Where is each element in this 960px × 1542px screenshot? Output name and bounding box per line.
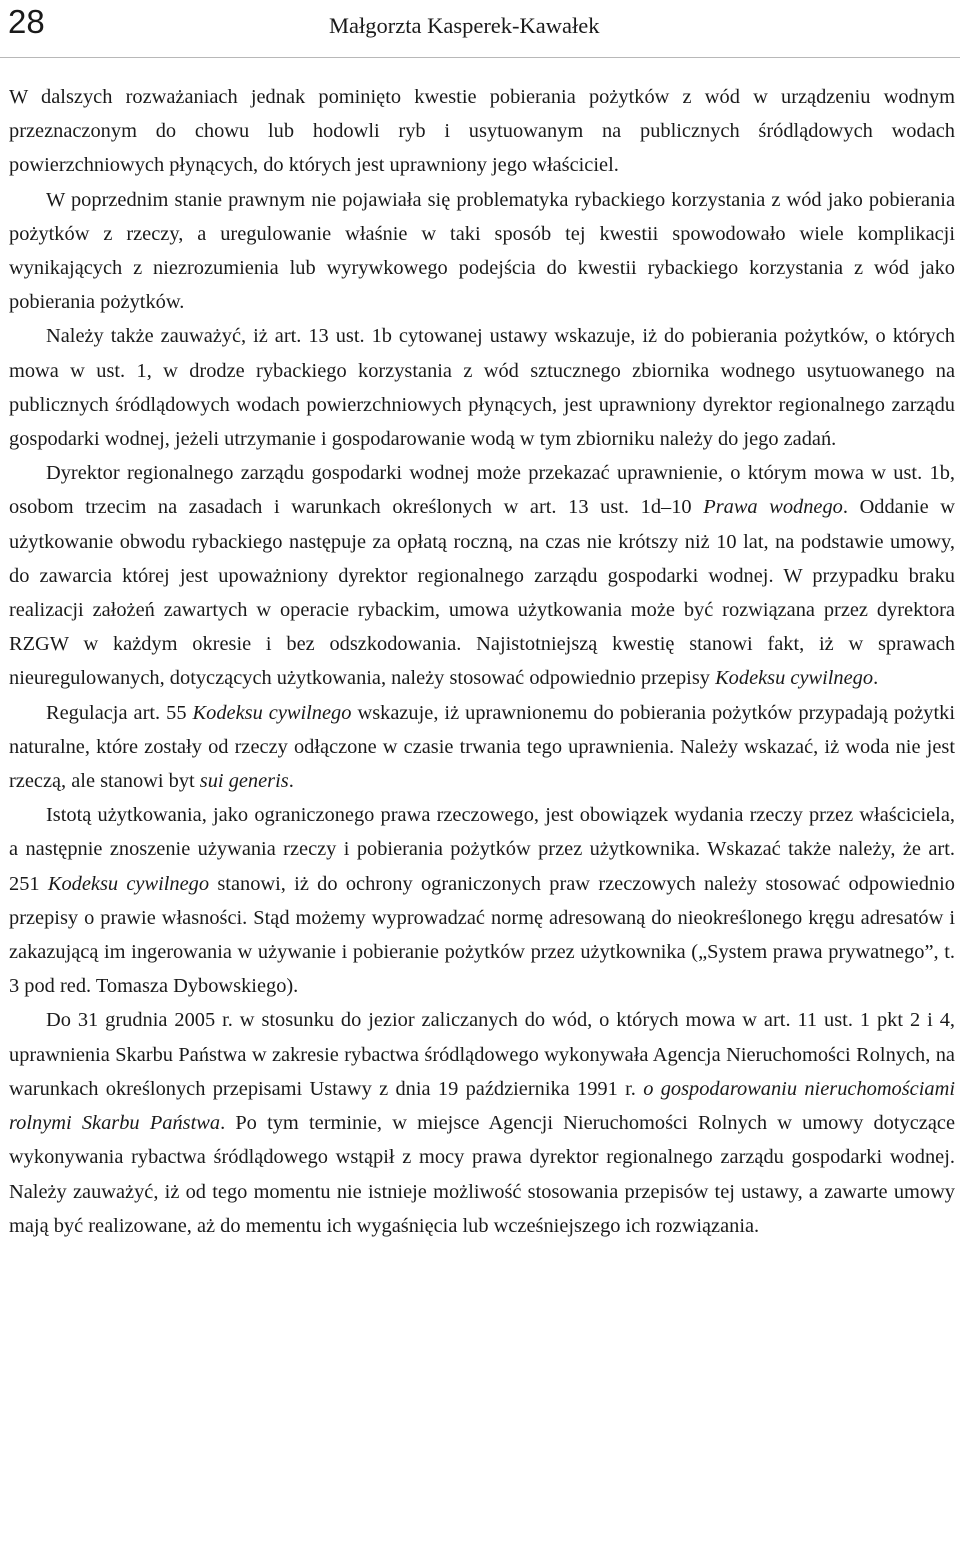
body-text <box>9 80 955 1243</box>
paragraph <box>9 319 955 456</box>
text-run: . <box>288 770 294 793</box>
header-rule <box>0 57 960 58</box>
text-run: W dalszych rozważaniach jednak pominięto kwestie pobierania pożytków z wód w urządzeniu wodnym przeznaczonym do chowu lub hodowli ryb i usytuowanym na publicznych śródlądowych wodach powierzchniowych płynących, do których jest uprawniony jego właściciel. <box>9 86 955 177</box>
text-run: stanowi, iż do ochrony ograniczonych praw rzeczowych należy stosować odpowiednio przepisy o prawie własności. Stąd możemy wyprowadzać normę adresowaną do nieokreślonego kręgu adresatów i zakazującą im ingerowania w używanie i pobieranie pożytków przez użytkownika („System prawa prywatnego”, t. 3 pod red. Tomasza Dybowskiego). <box>9 872 955 998</box>
text-run: . Oddanie w użytkowanie obwodu rybackiego następuje za opłatą roczną, na czas nie krótszy niż 10 lat, na podstawie umowy, do zawarcia której jest upoważniony dyrektor regionalnego zarządu gospodarki wodnej. W przypadku braku realizacji założeń zawartych w operacie rybackim, umowa użytkowania może być rozwiązana przez dyrektora RZGW w każdym okresie i bez odszkodowania. Najistotniejszą kwestię stanowi fakt, iż w sprawach nieuregulowanych, dotyczących użytkowania, należy stosować odpowiednio przepisy <box>9 496 955 690</box>
paragraph <box>9 696 955 799</box>
text-run: W poprzednim stanie prawnym nie pojawiała się problematyka rybackiego korzystania z wód jako pobierania pożytków z rzeczy, a uregulowanie właśnie w taki sposób tej kwestii spowodowało wiele komplikacji wynikających z niezrozumienia lub wyrywkowego podejścia do kwestii rybackiego korzystania z wód jako pobierania pożytków. <box>9 188 955 314</box>
italic-text: Prawa wodnego <box>703 496 843 519</box>
text-run: Do 31 grudnia 2005 r. w stosunku do jezior zaliczanych do wód, o których mowa w art. 11 ust. 1 pkt 2 i 4, uprawnienia Skarbu Państwa w zakresie rybactwa śródlądowego wykonywała Agencja Nieruchomości Rolnych, na warunkach określonych przepisami Ustawy z dnia 19 października 1991 r. <box>9 1009 955 1100</box>
text-run: Istotą użytkowania, jako ograniczonego prawa rzeczowego, jest obowiązek wydania rzeczy przez właściciela, a następnie znoszenie używania rzeczy i pobierania pożytków przez użytkownika. Wskazać także należy, że art. 251 <box>9 804 955 895</box>
text-run: . Po tym terminie, w miejsce Agencji Nieruchomości Rolnych w umowy dotyczące wykonywania rybactwa śródlądowego wstąpił z mocy prawa dyrektor regionalnego zarządu gospodarki wodnej. Należy zauważyć, iż od tego momentu nie istnieje możliwość stosowania przepisów tej ustawy, a zawarte umowy mają być realizowane, aż do mementu ich wygaśnięcia lub wcześniejszego ich rozwiązania. <box>9 1112 955 1237</box>
paragraph <box>9 183 955 320</box>
running-head-author: Małgorzta Kasperek-Kawałek <box>329 13 600 38</box>
italic-text: Kodeksu cywilnego <box>47 872 210 895</box>
italic-text: Kodeksu cywilnego <box>715 667 874 690</box>
paragraph <box>9 798 955 1003</box>
paragraph <box>9 1003 955 1242</box>
text-run: Należy także zauważyć, iż art. 13 ust. 1b cytowanej ustawy wskazuje, iż do pobierania pożytków, o których mowa w ust. 1, w drodze rybackiego korzystania z wód sztucznego zbiornika wodnego usytuowanego na publicznych śródlądowych wodach powierzchniowych płynących, jest uprawniony dyrektor regionalnego zarządu gospodarki wodnej, jeżeli utrzymanie i gospodarowanie wodą w tym zbiorniku należy do jego zadań. <box>9 325 955 451</box>
italic-text: o gospodarowaniu nieruchomościami rolnymi Skarbu Państwa <box>9 1077 955 1135</box>
page-number: 28 <box>8 3 45 40</box>
italic-text: Kodeksu cywilnego <box>192 701 352 724</box>
italic-text: sui generis <box>199 770 289 793</box>
text-run: Regulacja art. 55 <box>46 701 193 724</box>
paragraph <box>9 456 955 695</box>
text-run: . <box>873 667 879 690</box>
text-run: wskazuje, iż uprawnionemu do pobierania pożytków przypadają pożytki naturalne, które zostały od rzeczy odłączone w czasie trwania tego uprawnienia. Należy wskazać, iż woda nie jest rzeczą, ale stanowi byt <box>9 701 955 793</box>
text-run: Dyrektor regionalnego zarządu gospodarki wodnej może przekazać uprawnienie, o którym mowa w ust. 1b, osobom trzecim na zasadach i warunkach określonych w art. 13 ust. 1d–10 <box>9 462 955 519</box>
paragraph <box>9 80 955 183</box>
